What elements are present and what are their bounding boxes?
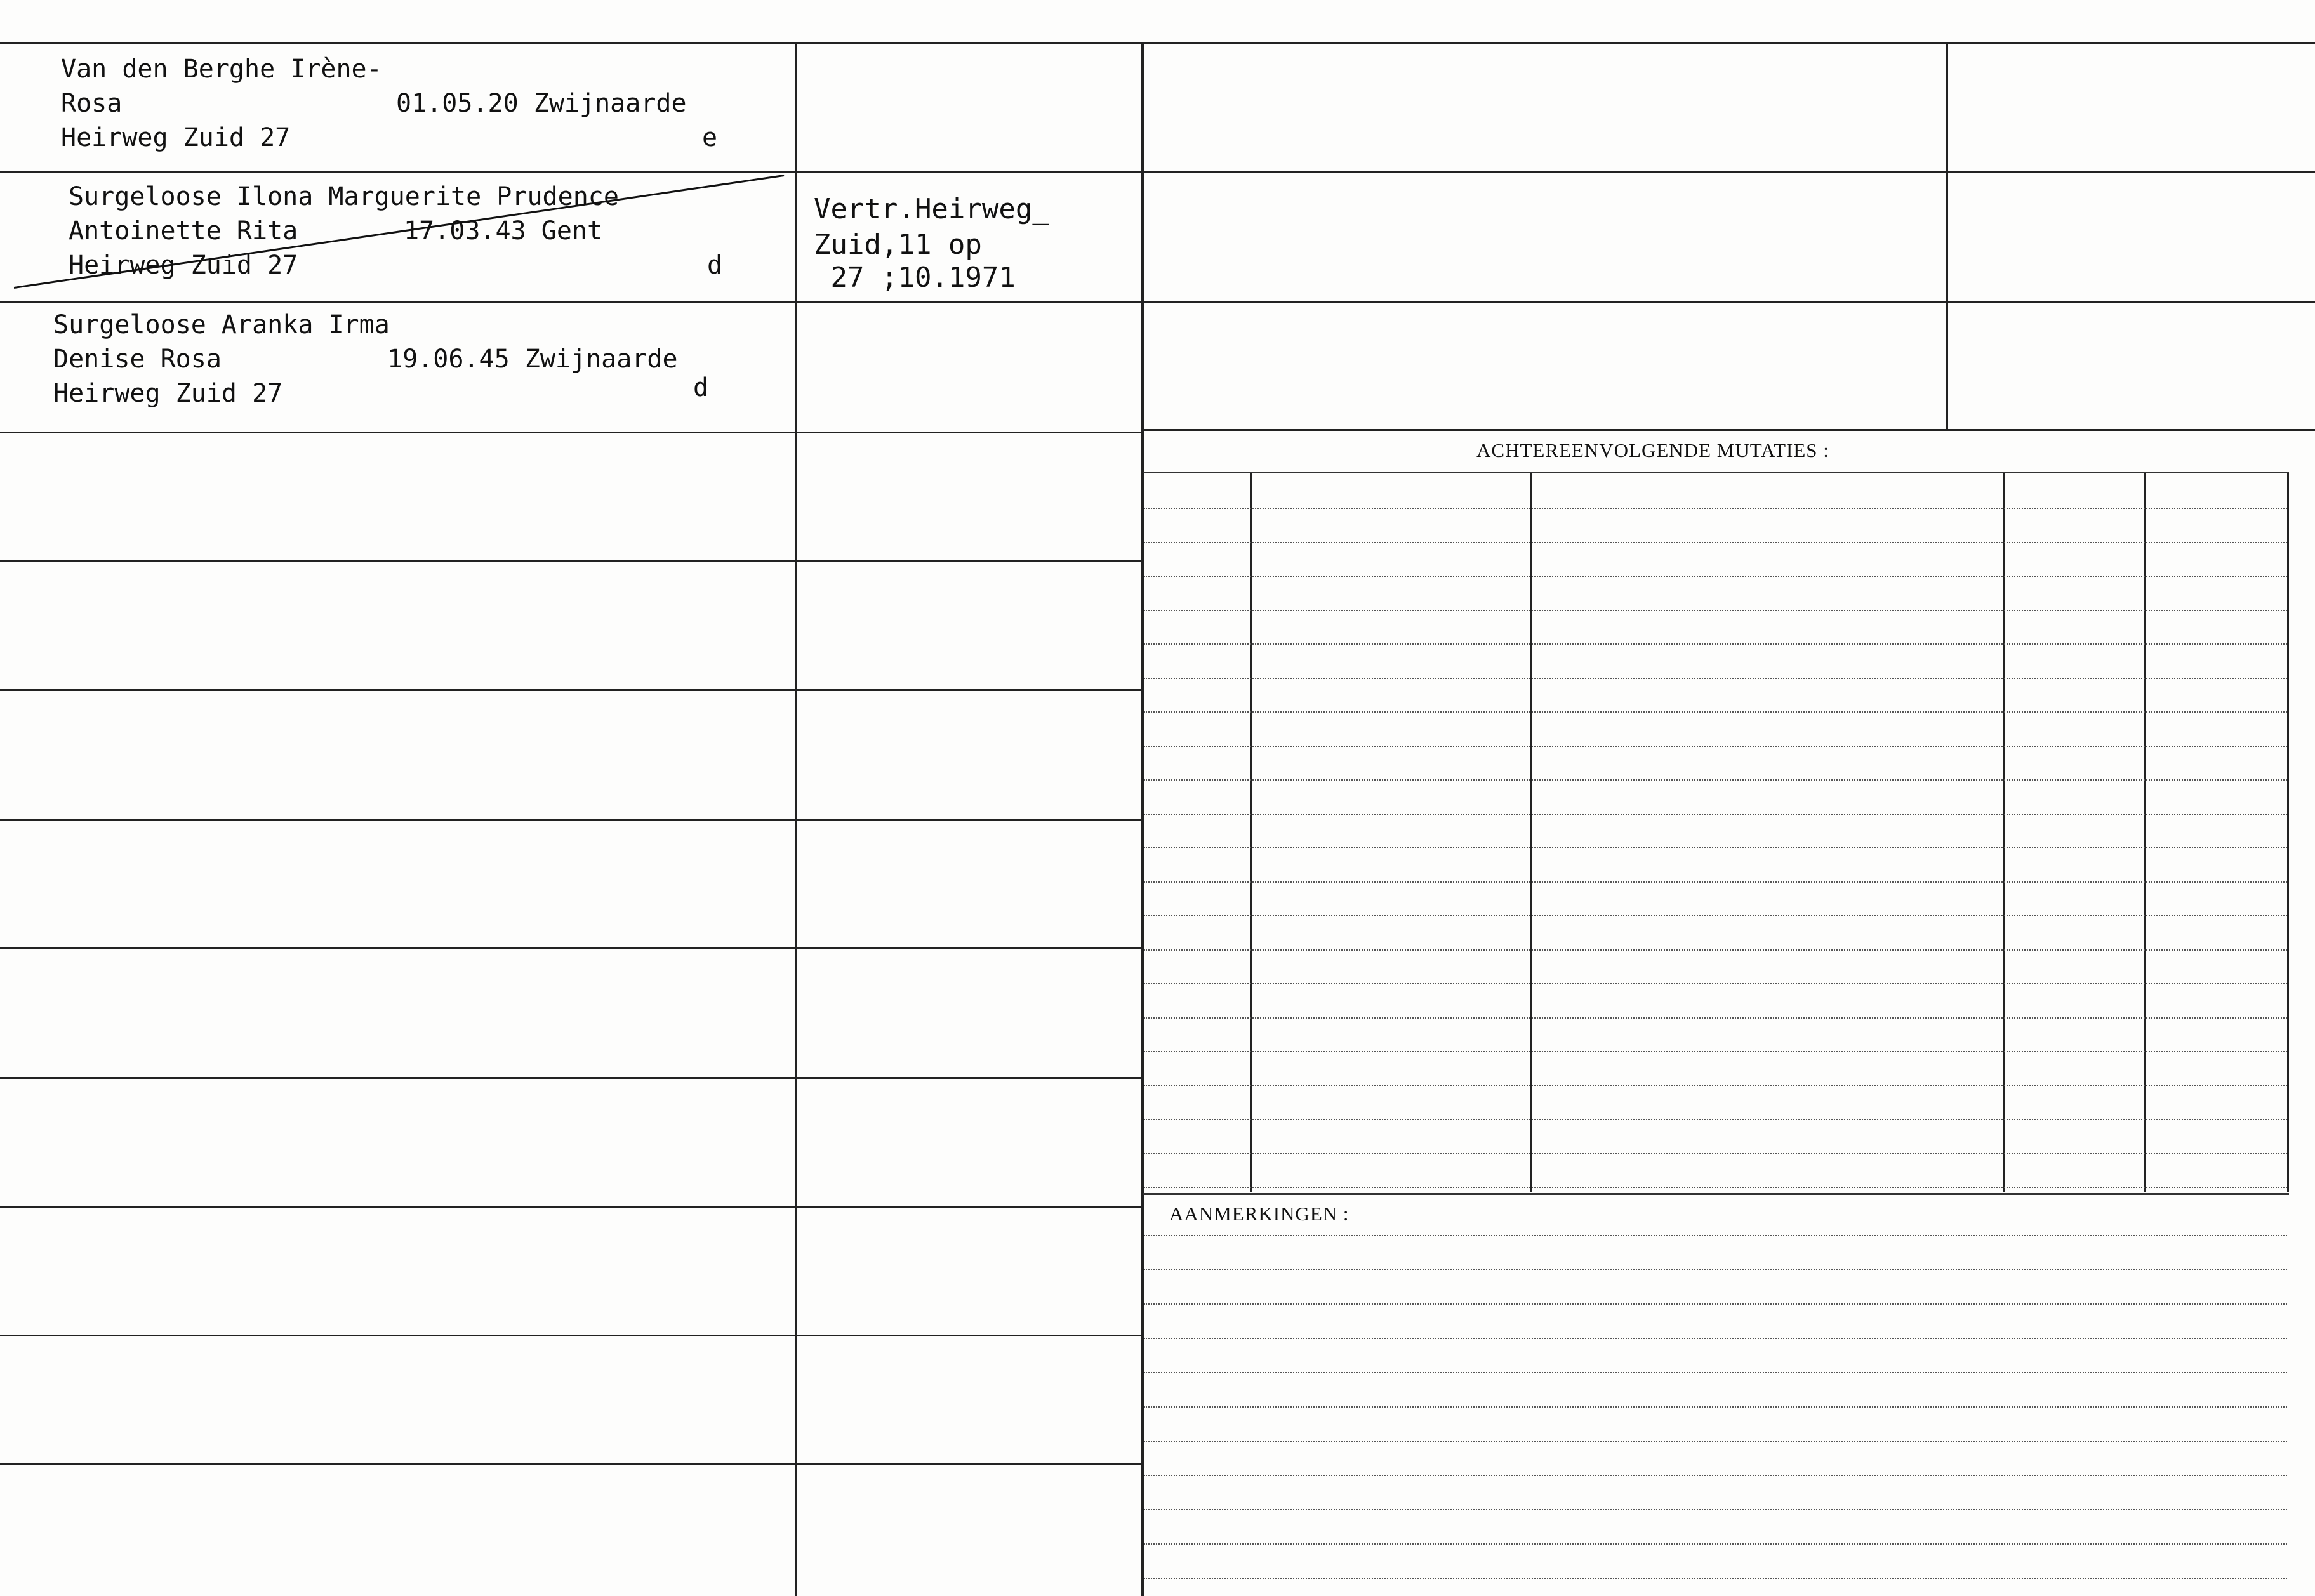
mutations-ruled-line: [1144, 542, 2287, 543]
mutations-ruled-line: [1144, 643, 2287, 645]
mutations-ruled-line: [1144, 881, 2287, 883]
mutations-ruled-line: [1144, 576, 2287, 577]
remarks-ruled-line: [1144, 1269, 2287, 1270]
record-3-birth: 19.06.45 Zwijnaarde: [387, 345, 678, 374]
top-border: [0, 42, 2315, 44]
mutations-column-divider: [1250, 473, 1252, 1192]
record-2-name-line1: Surgeloose Ilona Marguerite Prudence: [69, 182, 619, 211]
row-separator: [0, 1463, 1143, 1465]
row-separator: [0, 1077, 1143, 1079]
row-separator: [0, 947, 1143, 949]
remarks-ruled-line: [1144, 1578, 2287, 1579]
mutations-column-divider: [2287, 473, 2289, 1192]
row-separator: [0, 171, 1143, 173]
mutations-ruled-line: [1144, 1119, 2287, 1120]
mutations-column-divider: [2003, 473, 2005, 1192]
remarks-ruled-line: [1144, 1509, 2287, 1510]
right-row-separator: [1141, 171, 2315, 173]
mutations-ruled-line: [1144, 746, 2287, 747]
mutations-ruled-line: [1144, 1051, 2287, 1052]
mutations-ruled-line: [1144, 508, 2287, 509]
row-separator: [0, 1335, 1143, 1336]
mutations-ruled-line: [1144, 847, 2287, 848]
mutations-ruled-line: [1144, 814, 2287, 815]
mutations-ruled-line: [1144, 1153, 2287, 1154]
record-1-name-line1: Van den Berghe Irène-: [61, 55, 382, 84]
column-divider-3: [1946, 42, 1948, 429]
remarks-ruled-line: [1144, 1338, 2287, 1339]
mutations-ruled-line: [1144, 915, 2287, 916]
mutations-ruled-line: [1144, 610, 2287, 611]
remarks-heading: AANMERKINGEN :: [1169, 1203, 1350, 1225]
record-3-name-line2: Denise Rosa: [53, 345, 222, 374]
record-1-address: Heirweg Zuid 27: [61, 123, 291, 152]
record-2-remark-line3: 27 ;10.1971: [814, 261, 1016, 294]
record-2-code: d: [707, 251, 723, 280]
mutations-column-divider: [2144, 473, 2146, 1192]
row-separator: [0, 432, 1143, 433]
record-3-name-line1: Surgeloose Aranka Irma: [53, 310, 390, 340]
record-2-birth: 17.03.43 Gent: [404, 216, 603, 246]
mutations-top-border: [1143, 472, 2289, 473]
mutations-column-divider: [1530, 473, 1532, 1192]
record-1-birth: 01.05.20 Zwijnaarde: [396, 89, 687, 118]
remarks-ruled-line: [1144, 1475, 2287, 1476]
row-separator: [0, 1206, 1143, 1208]
remarks-ruled-line: [1144, 1406, 2287, 1408]
remarks-ruled-line: [1144, 1235, 2287, 1236]
mutations-ruled-line: [1144, 983, 2287, 984]
right-row-separator: [1141, 429, 2315, 431]
remarks-ruled-line: [1144, 1372, 2287, 1373]
mutations-ruled-line: [1144, 1085, 2287, 1086]
remarks-ruled-line: [1144, 1303, 2287, 1305]
record-3-code: d: [693, 373, 709, 402]
mutations-ruled-line: [1144, 678, 2287, 679]
record-2-remark-line1: Vertr.Heirweg_: [814, 193, 1049, 225]
row-separator: [0, 819, 1143, 821]
row-separator: [0, 689, 1143, 691]
record-3-address: Heirweg Zuid 27: [53, 379, 283, 408]
record-2-address: Heirweg Zuid 27: [69, 251, 298, 280]
mutations-ruled-line: [1144, 1017, 2287, 1019]
record-1-code: e: [702, 123, 718, 152]
mutations-ruled-line: [1144, 1187, 2287, 1188]
mutations-ruled-line: [1144, 779, 2287, 781]
remarks-ruled-line: [1144, 1441, 2287, 1442]
row-separator: [0, 560, 1143, 562]
record-2-remark-line2: Zuid,11 op: [814, 228, 982, 261]
remarks-ruled-line: [1144, 1543, 2287, 1545]
mutations-ruled-line: [1144, 949, 2287, 951]
mutations-ruled-line: [1144, 711, 2287, 713]
mutations-heading: ACHTEREENVOLGENDE MUTATIES :: [1476, 439, 1829, 461]
record-2-name-line2: Antoinette Rita: [69, 216, 298, 246]
record-1-name-line2: Rosa: [61, 89, 123, 118]
mutations-bottom-border: [1143, 1193, 2289, 1195]
row-separator: [0, 301, 2315, 303]
